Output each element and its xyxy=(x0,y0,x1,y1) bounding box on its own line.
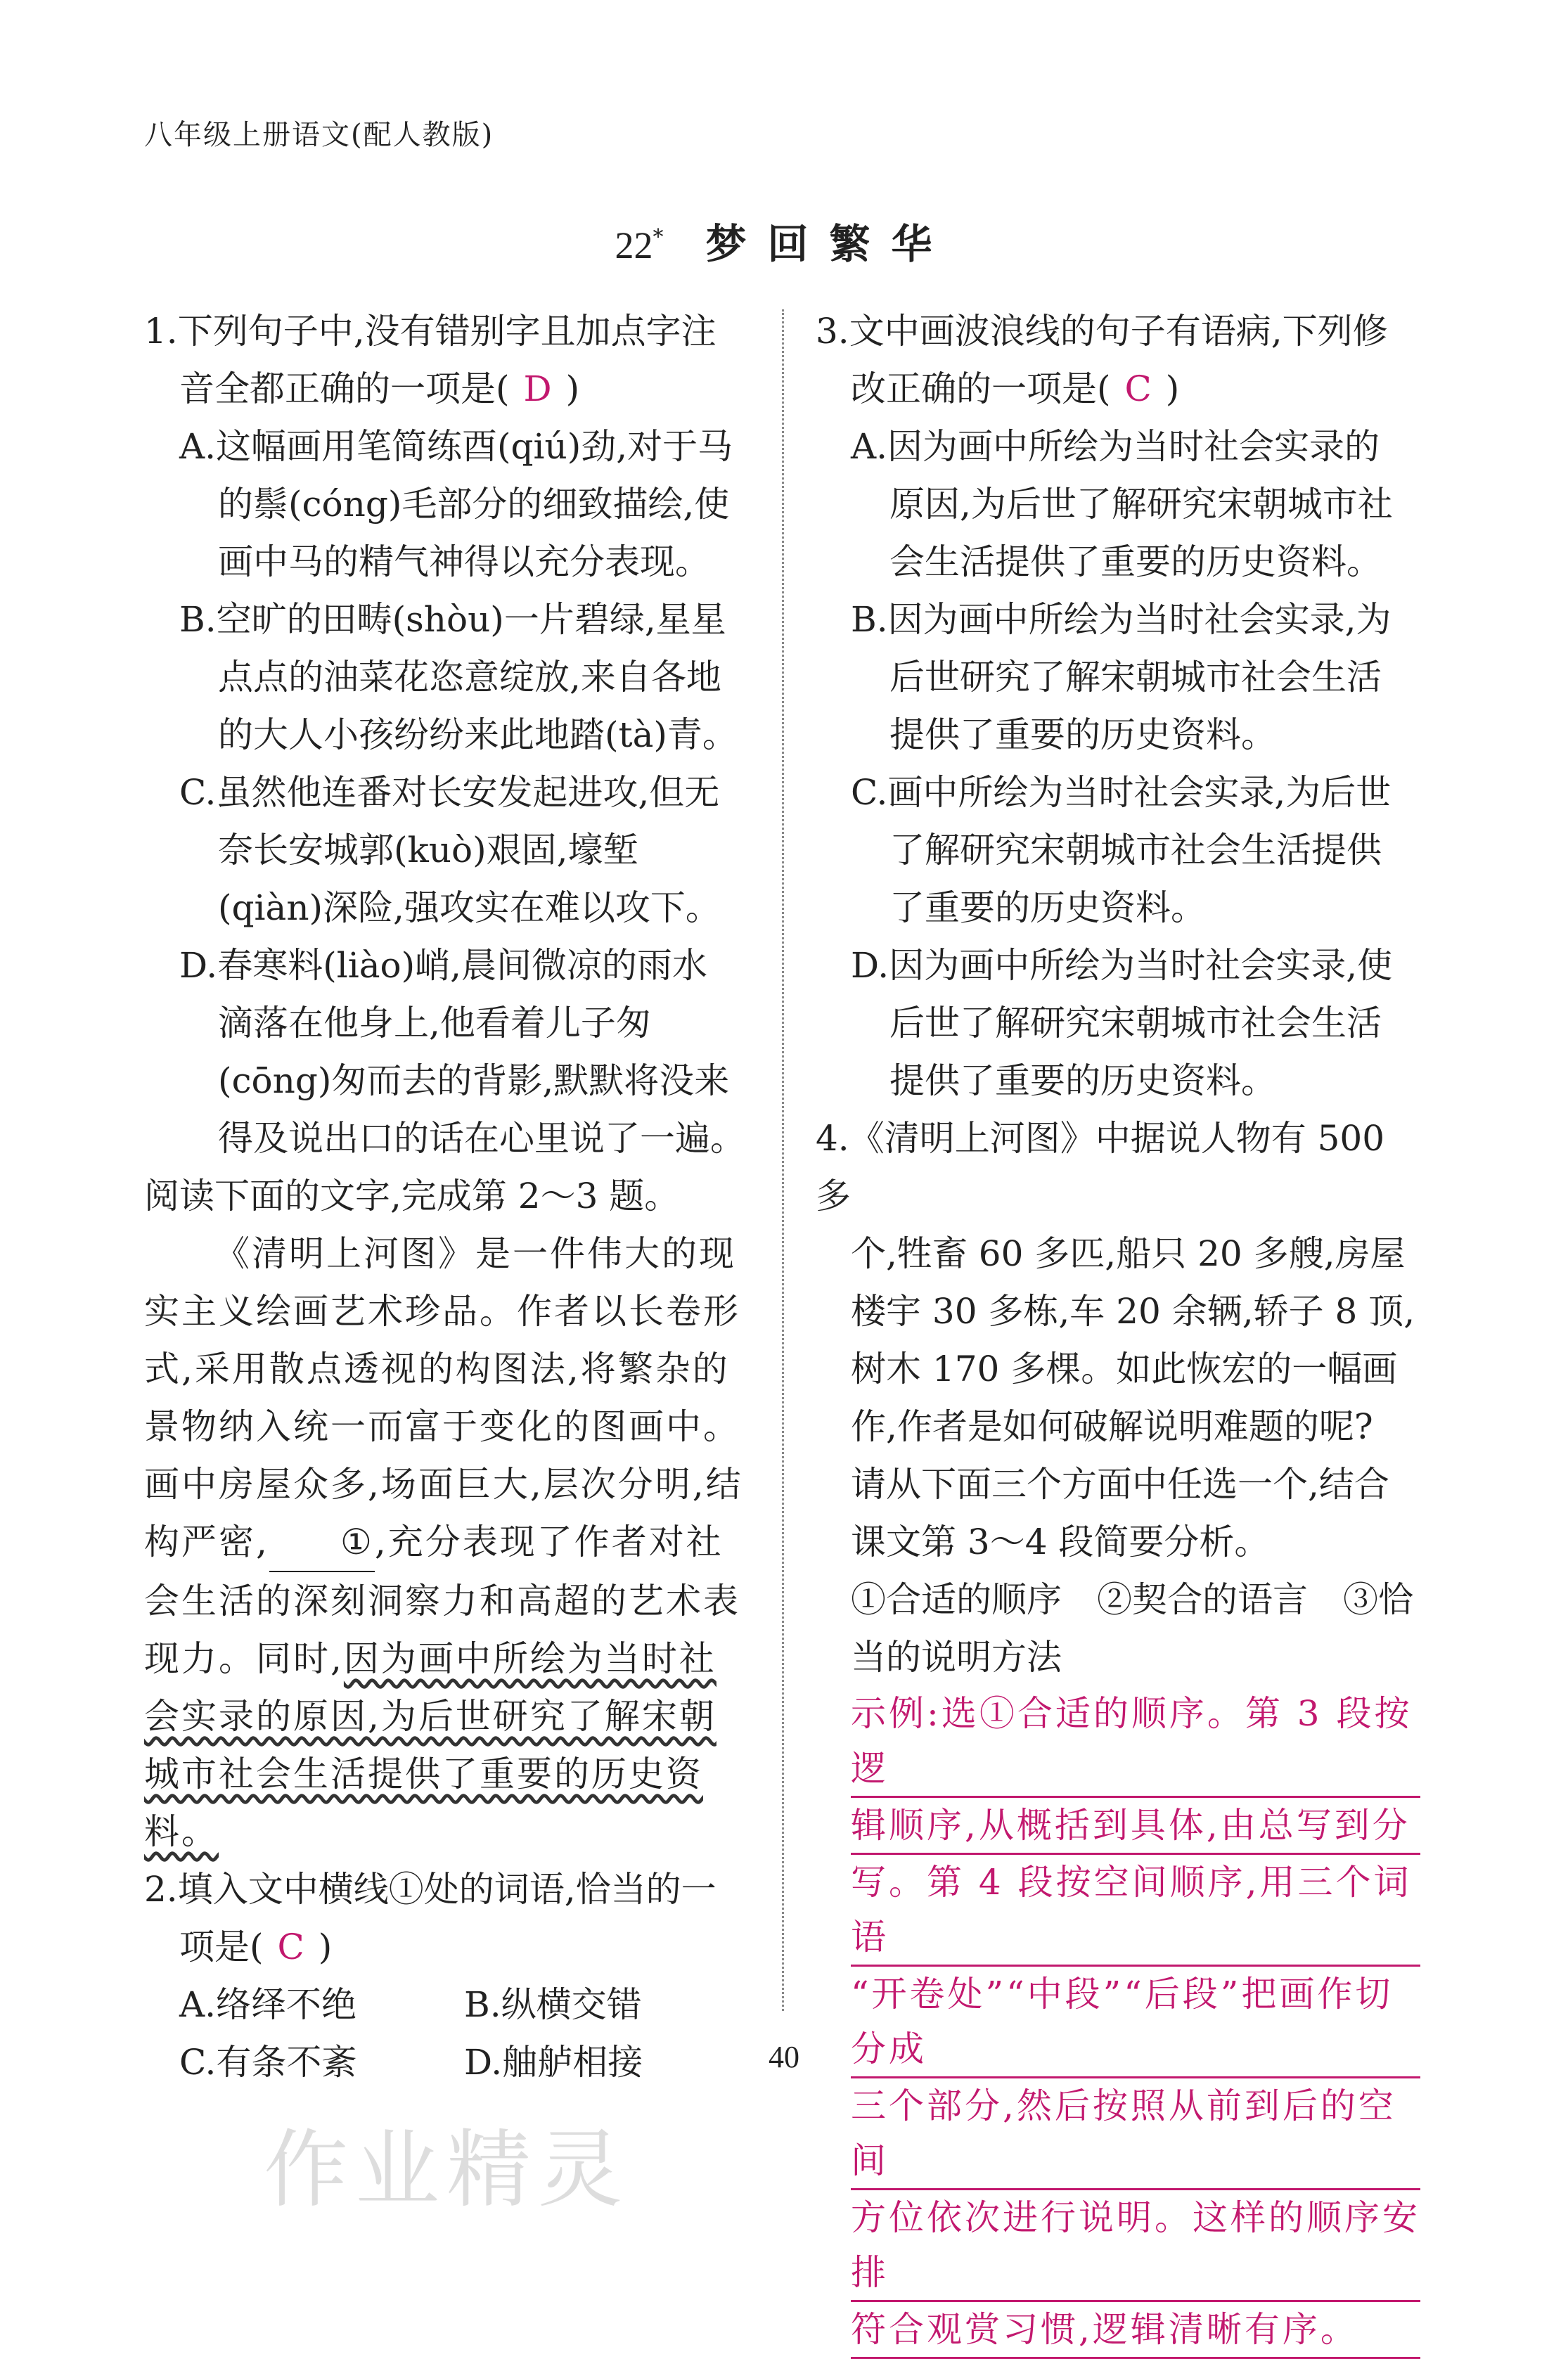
q3-stem-line2 xyxy=(816,360,1420,418)
q4-stem-line6: 请从下面三个方面中任选一个,结合 xyxy=(851,1464,1389,1505)
q1-stem-line2 xyxy=(144,360,749,418)
q2-stem-line1: 2.填入文中横线①处的词语,恰当的一 xyxy=(144,1869,716,1910)
q2-option-a: A.络绎不绝 xyxy=(179,1984,357,2025)
passage-wavy-sentence: 因为画中所绘为当时社会实录的原因,为后世研究了解宋朝城市社会生活提供了重要的历史资料。 xyxy=(144,1638,716,1852)
q3-option-d-line2: 后世了解研究宋朝城市社会生活 xyxy=(889,1003,1382,1043)
sample-line: 三个部分,然后按照从前到后的空间 xyxy=(851,2078,1420,2190)
sample-line: 写。第 4 段按空间顺序,用三个词语 xyxy=(851,1855,1420,1967)
q4-sample-answer xyxy=(816,1686,1420,2359)
q1-option-d-line4: 得及说出口的话在心里说了一遍。 xyxy=(218,1118,745,1159)
q4-stem-line1: 4.《清明上河图》中据说人物有 500 多 xyxy=(816,1118,1385,1216)
q1-option-d-line2: 滴落在他身上,他看着儿子匆 xyxy=(218,1003,651,1043)
q3-option-d-line1: D.因为画中所绘为当时社会实录,使 xyxy=(851,945,1393,986)
q2-option-b: B.纵横交错 xyxy=(464,1984,642,2025)
q3-option-c-line2: 了解研究宋朝城市社会生活提供 xyxy=(889,830,1382,870)
sample-line: 示例:选①合适的顺序。第 3 段按逻 xyxy=(851,1686,1420,1798)
q1-option-d-line1: D.春寒料(liào)峭,晨间微凉的雨水 xyxy=(179,945,708,986)
q4-stem-line2: 个,牲畜 60 多匹,船只 20 多艘,房屋 xyxy=(851,1233,1406,1274)
q1-option-d-line3: (cōng)匆而去的背影,默默将没来 xyxy=(218,1060,730,1101)
q4-stem-line4: 树木 170 多棵。如此恢宏的一幅画 xyxy=(851,1349,1398,1389)
sample-line: “开卷处”“中段”“后段”把画作切分成 xyxy=(851,1967,1420,2078)
q2-paren: ) xyxy=(318,1927,333,1967)
q1-paren: ) xyxy=(565,368,580,409)
q4-stem-line7: 课文第 3～4 段简要分析。 xyxy=(851,1522,1270,1562)
q1-answer: D xyxy=(523,368,552,409)
q4-options-line2: 当的说明方法 xyxy=(851,1637,1062,1678)
passage-part1: 《清明上河图》是一件伟大的现实主义绘画艺术珍品。作者以长卷形式,采用散点透视的构图法,将繁杂的景物纳入统一而富于变化的图画中。画中房屋众多,场面巨大,层次分明,结构严密, xyxy=(144,1233,743,1562)
lesson-number: 22 xyxy=(615,224,653,266)
q3-option-a-line3: 会生活提供了重要的历史资料。 xyxy=(889,541,1382,582)
q1-stem-line1: 1.下列句子中,没有错别字且加点字注 xyxy=(144,311,716,352)
lesson-star: * xyxy=(653,224,664,250)
q1-option-b-line3: 的大人小孩纷纷来此地踏(tà)青。 xyxy=(218,714,738,755)
sample-line: 符合观赏习惯,逻辑清晰有序。 xyxy=(851,2302,1420,2359)
book-header: 八年级上册语文(配人教版) xyxy=(144,119,494,151)
q1-option-a-line3: 画中马的精气神得以充分表现。 xyxy=(218,541,710,582)
q3-option-a-line2: 原因,为后世了解研究宋朝城市社 xyxy=(889,484,1393,525)
column-divider xyxy=(782,309,784,2011)
q3-answer: C xyxy=(1124,368,1152,409)
q1-option-b-line1: B.空旷的田畴(shòu)一片碧绿,星星 xyxy=(179,599,726,640)
q3-option-b-line3: 提供了重要的历史资料。 xyxy=(889,714,1276,755)
sample-line: 方位依次进行说明。这样的顺序安排 xyxy=(851,2190,1420,2302)
q1-option-c-line1: C.虽然他连番对长安发起进攻,但无 xyxy=(179,772,720,813)
passage-part2: ,充分表现了作者对社会生活的深刻洞察力和高超的艺术表现力。同时, xyxy=(144,1522,740,1679)
q2-stem-line2 xyxy=(144,1918,749,1976)
q3-paren: ) xyxy=(1165,368,1180,409)
q1-option-b-line2: 点点的油菜花恣意绽放,来自各地 xyxy=(218,657,721,698)
lesson-title xyxy=(0,211,1568,270)
q3-option-c-line1: C.画中所绘为当时社会实录,为后世 xyxy=(851,772,1392,813)
q3-stem-line1: 3.文中画波浪线的句子有语病,下列修 xyxy=(816,311,1388,352)
left-column xyxy=(144,302,749,2091)
passage-blank: ① xyxy=(269,1513,375,1572)
lesson-name: 梦回繁华 xyxy=(705,220,953,268)
q3-option-b-line1: B.因为画中所绘为当时社会实录,为 xyxy=(851,599,1392,640)
q3-option-a-line1: A.因为画中所绘为当时社会实录的 xyxy=(851,426,1380,467)
reading-intro: 阅读下面的文字,完成第 2～3 题。 xyxy=(144,1176,680,1216)
page-number: 40 xyxy=(769,2040,799,2074)
q3-option-c-line3: 了重要的历史资料。 xyxy=(889,887,1206,928)
q3-stem-text: 改正确的一项是( xyxy=(851,368,1111,409)
q3-option-b-line2: 后世研究了解宋朝城市社会生活 xyxy=(889,657,1382,698)
q4-options-line1: ①合适的顺序 ②契合的语言 ③恰 xyxy=(851,1579,1413,1620)
q4-stem-line3: 楼宇 30 多栋,车 20 余辆,轿子 8 顶, xyxy=(851,1291,1415,1332)
q2-options-row1 xyxy=(144,1976,749,2033)
q1-option-a-line1: A.这幅画用笔简练酉(qiú)劲,对于马 xyxy=(179,426,733,467)
q4-stem-line5: 作,作者是如何破解说明难题的呢? xyxy=(851,1406,1373,1447)
q3-option-d-line3: 提供了重要的历史资料。 xyxy=(889,1060,1276,1101)
sample-line: 辑顺序,从概括到具体,由总写到分 xyxy=(851,1798,1420,1855)
q2-stem-text: 项是( xyxy=(179,1927,264,1967)
q2-option-d: D.舳舻相接 xyxy=(464,2042,643,2083)
reading-passage xyxy=(144,1225,749,1860)
watermark-logo: 作业精灵 xyxy=(264,2121,629,2219)
q1-option-a-line2: 的鬃(cóng)毛部分的细致描绘,使 xyxy=(218,484,730,525)
q2-option-c: C.有条不紊 xyxy=(179,2042,357,2083)
q1-stem-text: 音全都正确的一项是( xyxy=(179,368,510,409)
q1-option-c-line3: (qiàn)深险,强攻实在难以攻下。 xyxy=(218,887,721,928)
q2-answer: C xyxy=(277,1927,304,1967)
q1-option-c-line2: 奈长安城郭(kuò)艰固,壕堑 xyxy=(218,830,638,870)
